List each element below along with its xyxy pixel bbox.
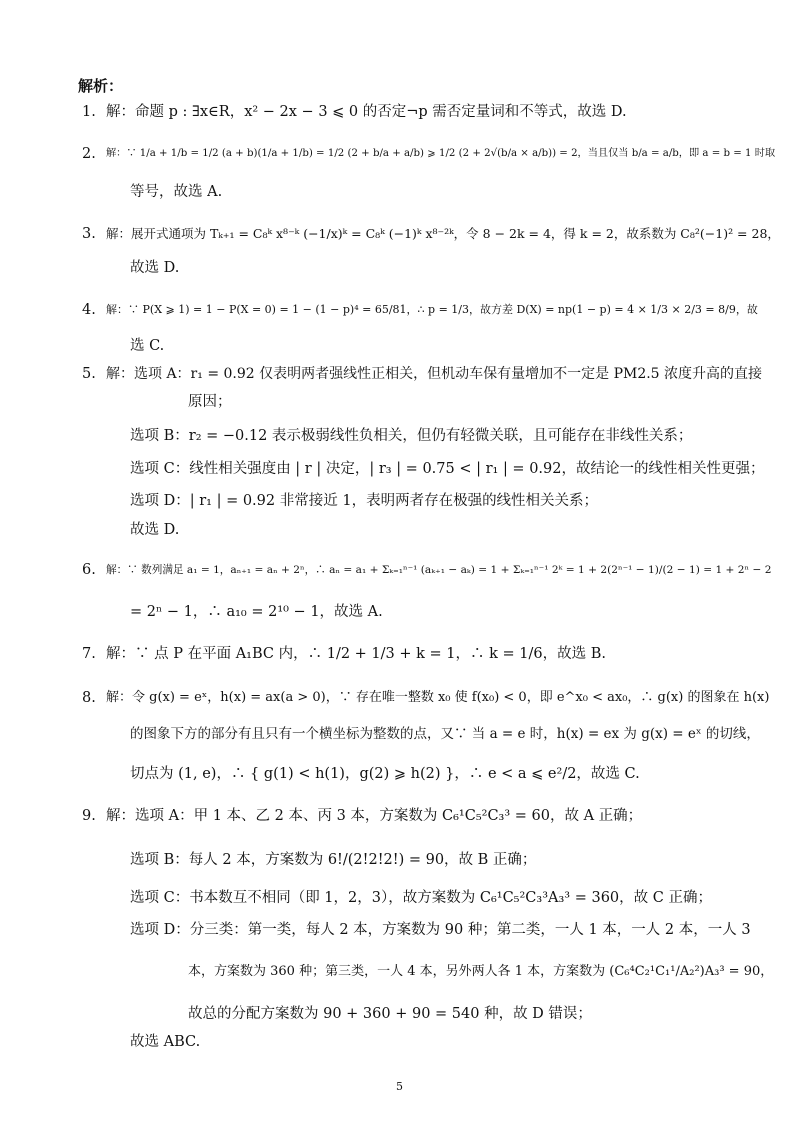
item-5-line-4: 选项 C：线性相关强度由 | r | 决定，| r₃ | = 0.75 < | r₁ | = 0.92，故结论一的线性相关性更强； [130, 461, 765, 477]
item-1-number: 1. [82, 104, 96, 120]
item-3-line-1: 解：展开式通项为 Tₖ₊₁ = C₈ᵏ x⁸⁻ᵏ (−1/x)ᵏ = C₈ᵏ (−1)ᵏ x⁸⁻²ᵏ，令 8 − 2k = 4，得 k = 2，故系数为 C₈²(−1)² = 28， [106, 226, 780, 241]
item-5-line-3: 选项 B：r₂ = −0.12 表示极弱线性负相关，但仍有轻微关联，且可能存在非线性关系； [130, 428, 693, 444]
item-5-line-2: 原因； [188, 394, 232, 410]
item-8-line-2: 的图象下方的部分有且只有一个横坐标为整数的点，又∵ 当 a = e 时，h(x) = ex 为 g(x) = eˣ 的切线， [130, 726, 760, 742]
item-6-line-1: 解：∵ 数列满足 a₁ = 1，aₙ₊₁ = aₙ + 2ⁿ，∴ aₙ = a₁ + Σₖ₌₁ⁿ⁻¹ (aₖ₊₁ − aₖ) = 1 + Σₖ₌₁ⁿ⁻¹ 2ᵏ = 1 + 2(2ⁿ⁻¹ − 1)/(2 − 1) = 1 + 2ⁿ − 2 [106, 564, 772, 576]
section-heading: 解析： [78, 77, 124, 95]
item-3-line-2: 故选 D. [130, 260, 180, 276]
item-8-line-3: 切点为 (1, e)，∴ { g(1) < h(1)，g(2) ⩾ h(2) }，∴ e < a ⩽ e²/2，故选 C. [130, 766, 640, 782]
item-2-number: 2. [82, 146, 96, 162]
item-7-number: 7. [82, 646, 96, 662]
item-8-number: 8. [82, 690, 96, 706]
item-6-number: 6. [82, 562, 96, 578]
item-5-number: 5. [82, 366, 96, 382]
item-4-line-1: 解：∵ P(X ⩾ 1) = 1 − P(X = 0) = 1 − (1 − p)⁴ = 65/81，∴ p = 1/3，故方差 D(X) = np(1 − p) = 4 × 1/3 × 2/3 = 8/9，故 [106, 303, 758, 316]
item-9-line-6: 故总的分配方案数为 90 + 360 + 90 = 540 种，故 D 错误； [188, 1006, 592, 1022]
item-2-line-2: 等号，故选 A. [130, 184, 223, 200]
item-9-line-1: 解：选项 A：甲 1 本、乙 2 本、丙 3 本，方案数为 C₆¹C₅²C₃³ = 60，故 A 正确； [106, 808, 643, 824]
item-5-line-1: 解：选项 A：r₁ = 0.92 仅表明两者强线性正相关，但机动车保有量增加不一定是 PM2.5 浓度升高的直接 [106, 366, 763, 382]
item-9-line-4: 选项 D：分三类：第一类，每人 2 本，方案数为 90 种；第二类，一人 1 本，一人 2 本，一人 3 [130, 922, 751, 938]
item-5-line-6: 故选 D. [130, 522, 180, 538]
item-9-line-2: 选项 B：每人 2 本，方案数为 6!/(2!2!2!) = 90，故 B 正确； [130, 852, 537, 868]
item-3-number: 3. [82, 226, 96, 242]
item-2-line-1: 解：∵ 1/a + 1/b = 1/2 (a + b)(1/a + 1/b) = 1/2 (2 + b/a + a/b) ⩾ 1/2 (2 + 2√(b/a × a/b)) = 2，当且仅当 b/a = a/b，即 a = b = 1 时取 [106, 148, 776, 159]
item-5-line-5: 选项 D：| r₁ | = 0.92 非常接近 1，表明两者存在极强的线性相关关系； [130, 493, 599, 509]
item-6-line-2: = 2ⁿ − 1，∴ a₁₀ = 2¹⁰ − 1，故选 A. [130, 604, 383, 620]
item-8-line-1: 解：令 g(x) = eˣ，h(x) = ax(a > 0)，∵ 存在唯一整数 x₀ 使 f(x₀) < 0，即 e^x₀ < ax₀，∴ g(x) 的图象在 h(x) [106, 690, 770, 705]
item-9-line-5: 本，方案数为 360 种；第三类，一人 4 本，另外两人各 1 本，方案数为 (C₆⁴C₂¹C₁¹/A₂²)A₃³ = 90， [188, 964, 774, 979]
item-9-line-7: 故选 ABC. [130, 1034, 201, 1050]
item-9-line-3: 选项 C：书本数互不相同（即 1，2，3），故方案数为 C₆¹C₅²C₃³A₃³ = 360，故 C 正确； [130, 890, 712, 906]
item-4-number: 4. [82, 302, 96, 318]
item-9-number: 9. [82, 808, 96, 824]
item-1-line-1: 解：命题 p : ∃x∈R，x² − 2x − 3 ⩽ 0 的否定¬p 需否定量词和不等式，故选 D. [106, 104, 627, 120]
item-4-line-2: 选 C. [130, 338, 165, 354]
item-7-line-1: 解：∵ 点 P 在平面 A₁BC 内，∴ 1/2 + 1/3 + k = 1，∴ k = 1/6，故选 B. [106, 646, 606, 662]
page-number: 5 [396, 1080, 403, 1093]
